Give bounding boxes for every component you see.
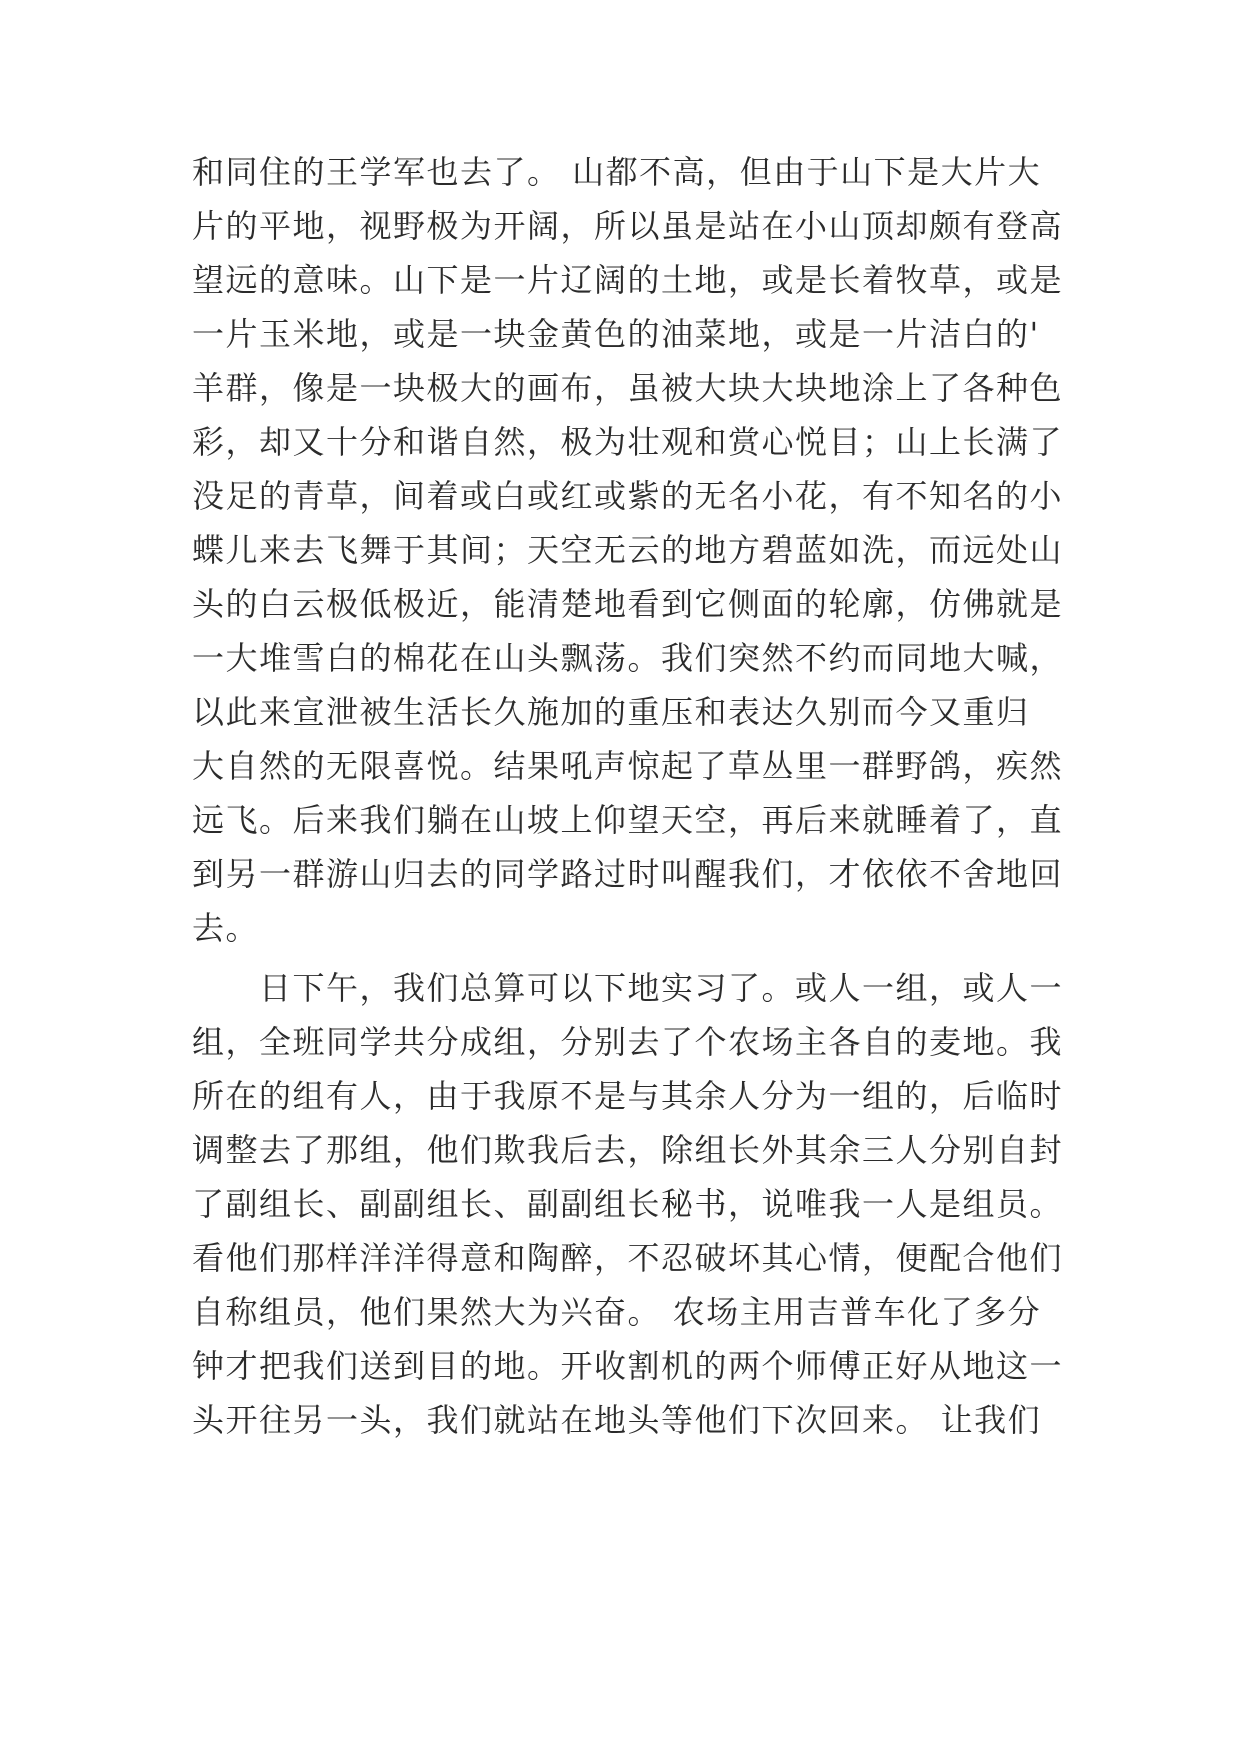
text-line: 羊群，像是一块极大的画布，虽被大块大块地涂上了各种色	[192, 369, 1064, 407]
text-line: 彩，却又十分和谐自然，极为壮观和赏心悦目；山上长满了	[192, 423, 1064, 461]
text-line: 以此来宣泄被生活长久施加的重压和表达久别而今又重归	[192, 693, 1030, 731]
text-line: 了副组长、副副组长、副副组长秘书，说唯我一人是组员。	[192, 1185, 1064, 1223]
text-line: 调整去了那组，他们欺我后去，除组长外其余三人分别自封	[192, 1131, 1064, 1169]
text-line: 钟才把我们送到目的地。开收割机的两个师傅正好从地这一	[192, 1347, 1064, 1385]
text-line: 大自然的无限喜悦。结果吼声惊起了草丛里一群野鸽，疾然	[192, 747, 1064, 785]
text-line: 组，全班同学共分成组，分别去了个农场主各自的麦地。我	[192, 1023, 1064, 1061]
text-line: 去。	[192, 909, 260, 947]
text-line: 头开往另一头，我们就站在地头等他们下次回来。 让我们	[192, 1401, 1042, 1439]
text-line: 一片玉米地，或是一块金黄色的油菜地，或是一片洁白的'	[192, 315, 1040, 353]
text-line: 一大堆雪白的棉花在山头飘荡。我们突然不约而同地大喊，	[192, 639, 1064, 677]
text-line: 没足的青草，间着或白或红或紫的无名小花，有不知名的小	[192, 477, 1064, 515]
text-line: 片的平地，视野极为开阔，所以虽是站在小山顶却颇有登高	[192, 207, 1064, 245]
text-line: 远飞。后来我们躺在山坡上仰望天空，再后来就睡着了，直	[192, 801, 1064, 839]
text-line: 蝶儿来去飞舞于其间；天空无云的地方碧蓝如洗，而远处山	[192, 531, 1064, 569]
text-line: 和同住的王学军也去了。 山都不高，但由于山下是大片大	[192, 153, 1042, 191]
text-line: 自称组员，他们果然大为兴奋。 农场主用吉普车化了多分	[192, 1293, 1042, 1331]
text-line: 头的白云极低极近，能清楚地看到它侧面的轮廓，仿佛就是	[192, 585, 1064, 623]
text-line: 日下午，我们总算可以下地实习了。或人一组，或人一	[192, 969, 1064, 1007]
text-line: 所在的组有人，由于我原不是与其余人分为一组的，后临时	[192, 1077, 1064, 1115]
text-line: 到另一群游山归去的同学路过时叫醒我们，才依依不舍地回	[192, 855, 1064, 893]
text-line: 望远的意味。山下是一片辽阔的土地，或是长着牧草，或是	[192, 261, 1064, 299]
text-line: 看他们那样洋洋得意和陶醉，不忍破坏其心情，便配合他们	[192, 1239, 1064, 1277]
